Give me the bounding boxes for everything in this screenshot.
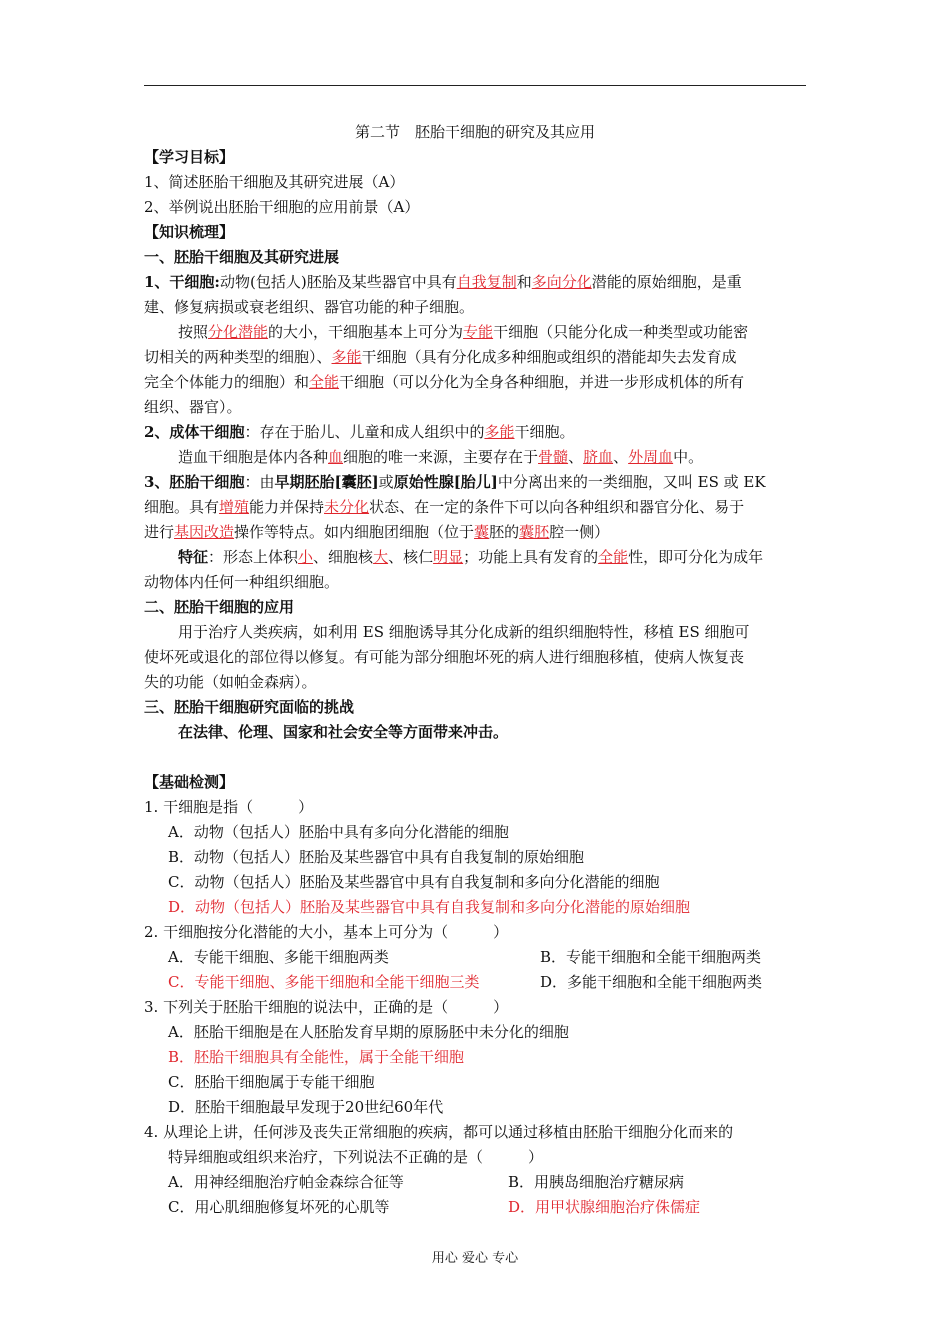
para-classification xyxy=(144,320,806,345)
keyword: 基因改造 xyxy=(174,523,235,541)
text: 的大小，干细胞基本上可分为 xyxy=(268,323,464,341)
para-classification-4: 组织、器官）。 xyxy=(144,398,242,416)
keyword: 大 xyxy=(373,548,389,566)
text: 按照 xyxy=(178,323,209,341)
text: 动物(包括人)胚胎及某些器官中具有 xyxy=(219,273,457,291)
text: 胚的 xyxy=(489,523,520,541)
para-stem-cell xyxy=(144,270,806,295)
text: 状态、在一定的条件下可以向各种组织和器官分化、易于 xyxy=(369,498,745,516)
text: 切相关的两种类型的细胞）、 xyxy=(144,348,332,366)
question-1-option-a: A．动物（包括人）胚胎中具有多向分化潜能的细胞 xyxy=(168,823,509,841)
question-4-row-1 xyxy=(144,1170,806,1195)
text: ：形态上体积 xyxy=(208,548,299,566)
para-classification-2 xyxy=(144,345,806,370)
label: 1、干细胞: xyxy=(144,273,220,291)
text: 或 xyxy=(378,473,394,491)
para-features-2: 动物体内任何一种组织细胞。 xyxy=(144,573,340,591)
para-classification-3 xyxy=(144,370,806,395)
para-adult-stem-cell xyxy=(144,420,806,445)
text: 细胞。具有 xyxy=(144,498,220,516)
keyword: 明显 xyxy=(433,548,464,566)
question-3-option-d: D．胚胎干细胞最早发现于20世纪60年代 xyxy=(168,1098,444,1116)
heading-2: 二、胚胎干细胞的应用 xyxy=(144,598,295,616)
text: 干细胞（只能分化成一种类型或功能密 xyxy=(493,323,749,341)
para-embryonic-stem-cell xyxy=(144,470,806,495)
question-1-option-b: B．动物（包括人）胚胎及某些器官中具有自我复制的原始细胞 xyxy=(168,848,585,866)
keyword: 全能 xyxy=(309,373,340,391)
text: 完全个体能力的细胞）和 xyxy=(144,373,310,391)
para-stem-cell-cont: 建、修复病损或衰老组织、器官功能的种子细胞。 xyxy=(144,298,475,316)
bold-term: 早期胚胎[囊胚] xyxy=(274,473,379,491)
question-2-option-c-answer: C．专能干细胞、多能干细胞和全能干细胞三类 xyxy=(168,973,480,991)
keyword: 多向分化 xyxy=(531,273,592,291)
para-application-1: 用于治疗人类疾病，如利用 ES 细胞诱导其分化成新的组织细胞特性，移植 ES 细胞可 xyxy=(178,623,750,641)
question-4-stem-cont: 特异细胞或组织来治疗，下列说法不正确的是（ ） xyxy=(168,1148,544,1166)
section-basic-test: 【基础检测】 xyxy=(144,773,235,791)
text: 、细胞核 xyxy=(313,548,374,566)
spacer xyxy=(144,745,806,770)
keyword: 骨髓 xyxy=(538,448,569,466)
keyword: 增殖 xyxy=(219,498,250,516)
header-rule xyxy=(144,85,806,86)
question-4-row-2 xyxy=(144,1195,806,1220)
question-3-option-c: C．胚胎干细胞属于专能干细胞 xyxy=(168,1073,375,1091)
keyword: 专能 xyxy=(463,323,494,341)
text: 、 xyxy=(613,448,629,466)
text: 能力并保持 xyxy=(249,498,325,516)
goal-2: 2、举例说出胚胎干细胞的应用前景（A） xyxy=(144,198,420,216)
keyword: 小 xyxy=(298,548,314,566)
para-hematopoietic xyxy=(144,445,806,470)
keyword: 分化潜能 xyxy=(208,323,269,341)
keyword: 多能 xyxy=(484,423,515,441)
page-title: 第二节 胚胎干细胞的研究及其应用 xyxy=(354,123,595,141)
keyword: 未分化 xyxy=(324,498,370,516)
label: 3、胚胎干细胞 xyxy=(144,473,245,491)
text: 操作等特点。如内细胞团细胞（位于 xyxy=(234,523,475,541)
keyword: 脐血 xyxy=(583,448,614,466)
text: 性，即可分化为成年 xyxy=(628,548,764,566)
section-learning-goals: 【学习目标】 xyxy=(144,148,235,166)
text: 、 xyxy=(568,448,584,466)
text: 进行 xyxy=(144,523,175,541)
question-4-option-b: B．用胰岛细胞治疗糖尿病 xyxy=(508,1173,685,1191)
text: 干细胞（可以分化为全身各种细胞，并进一步形成机体的所有 xyxy=(339,373,745,391)
bold-term: 原始性腺[胎儿] xyxy=(393,473,498,491)
para-challenges: 在法律、伦理、国家和社会安全等方面带来冲击。 xyxy=(178,723,509,741)
question-1-option-d-answer: D．动物（包括人）胚胎及某些器官中具有自我复制和多向分化潜能的原始细胞 xyxy=(168,898,691,916)
text: 潜能的原始细胞，是重 xyxy=(591,273,742,291)
heading-3: 三、胚胎干细胞研究面临的挑战 xyxy=(144,698,355,716)
label: 2、成体干细胞 xyxy=(144,423,245,441)
goal-1: 1、简述胚胎干细胞及其研究进展（A） xyxy=(144,173,405,191)
keyword: 自我复制 xyxy=(456,273,517,291)
keyword: 外周血 xyxy=(628,448,674,466)
question-2-stem: 2. 干细胞按分化潜能的大小，基本上可分为（ ） xyxy=(144,923,509,941)
question-2-row-1 xyxy=(144,945,806,970)
text: 干细胞。 xyxy=(514,423,575,441)
question-1-option-c: C．动物（包括人）胚胎及某些器官中具有自我复制和多向分化潜能的细胞 xyxy=(168,873,660,891)
keyword: 多能 xyxy=(331,348,362,366)
para-features xyxy=(144,545,806,570)
page-footer: 用心 爱心 专心 xyxy=(431,1251,519,1266)
question-3-stem: 3. 下列关于胚胎干细胞的说法中，正确的是（ ） xyxy=(144,998,509,1016)
text: 中。 xyxy=(673,448,704,466)
question-3-option-a: A．胚胎干细胞是在人胚胎发育早期的原肠胚中未分化的细胞 xyxy=(168,1023,569,1041)
keyword: 全能 xyxy=(598,548,629,566)
text: 中分离出来的一类细胞，又叫 ES 或 EK xyxy=(497,473,766,491)
text: ；功能上具有发育的 xyxy=(463,548,599,566)
label: 特征 xyxy=(178,548,209,566)
text: 、核仁 xyxy=(388,548,434,566)
question-4-option-a: A．用神经细胞治疗帕金森综合征等 xyxy=(168,1173,404,1191)
heading-1: 一、胚胎干细胞及其研究进展 xyxy=(144,248,340,266)
text: 腔一侧） xyxy=(549,523,610,541)
keyword: 囊胚 xyxy=(519,523,550,541)
question-2-option-d: D．多能干细胞和全能干细胞两类 xyxy=(540,973,763,991)
keyword: 囊 xyxy=(474,523,490,541)
question-2-row-2 xyxy=(144,970,806,995)
question-3-option-b-answer: B．胚胎干细胞具有全能性，属于全能干细胞 xyxy=(168,1048,465,1066)
para-embryonic-stem-cell-2 xyxy=(144,495,806,520)
question-2-option-b: B．专能干细胞和全能干细胞两类 xyxy=(540,948,762,966)
para-application-2: 使坏死或退化的部位得以修复。有可能为部分细胞坏死的病人进行细胞移植，使病人恢复丧 xyxy=(144,648,745,666)
question-1-stem: 1. 干细胞是指（ ） xyxy=(144,798,314,816)
text: 干细胞（具有分化成多种细胞或组织的潜能却失去发育成 xyxy=(361,348,737,366)
para-embryonic-stem-cell-3 xyxy=(144,520,806,545)
text: 细胞的唯一来源，主要存在于 xyxy=(343,448,539,466)
text: 造血干细胞是体内各种 xyxy=(178,448,329,466)
document-body xyxy=(144,120,806,1220)
text: 和 xyxy=(516,273,532,291)
section-knowledge: 【知识梳理】 xyxy=(144,223,235,241)
keyword: 血 xyxy=(328,448,344,466)
question-4-stem: 4. 从理论上讲，任何涉及丧失正常细胞的疾病，都可以通过移植由胚胎干细胞分化而来的 xyxy=(144,1123,734,1141)
question-4-option-d-answer: D．用甲状腺细胞治疗侏儒症 xyxy=(508,1198,701,1216)
question-4-option-c: C．用心肌细胞修复坏死的心肌等 xyxy=(168,1198,390,1216)
para-application-3: 失的功能（如帕金森病）。 xyxy=(144,673,317,691)
question-2-option-a: A．专能干细胞、多能干细胞两类 xyxy=(168,948,389,966)
text: ：由 xyxy=(244,473,275,491)
text: ：存在于胎儿、儿童和成人组织中的 xyxy=(244,423,485,441)
